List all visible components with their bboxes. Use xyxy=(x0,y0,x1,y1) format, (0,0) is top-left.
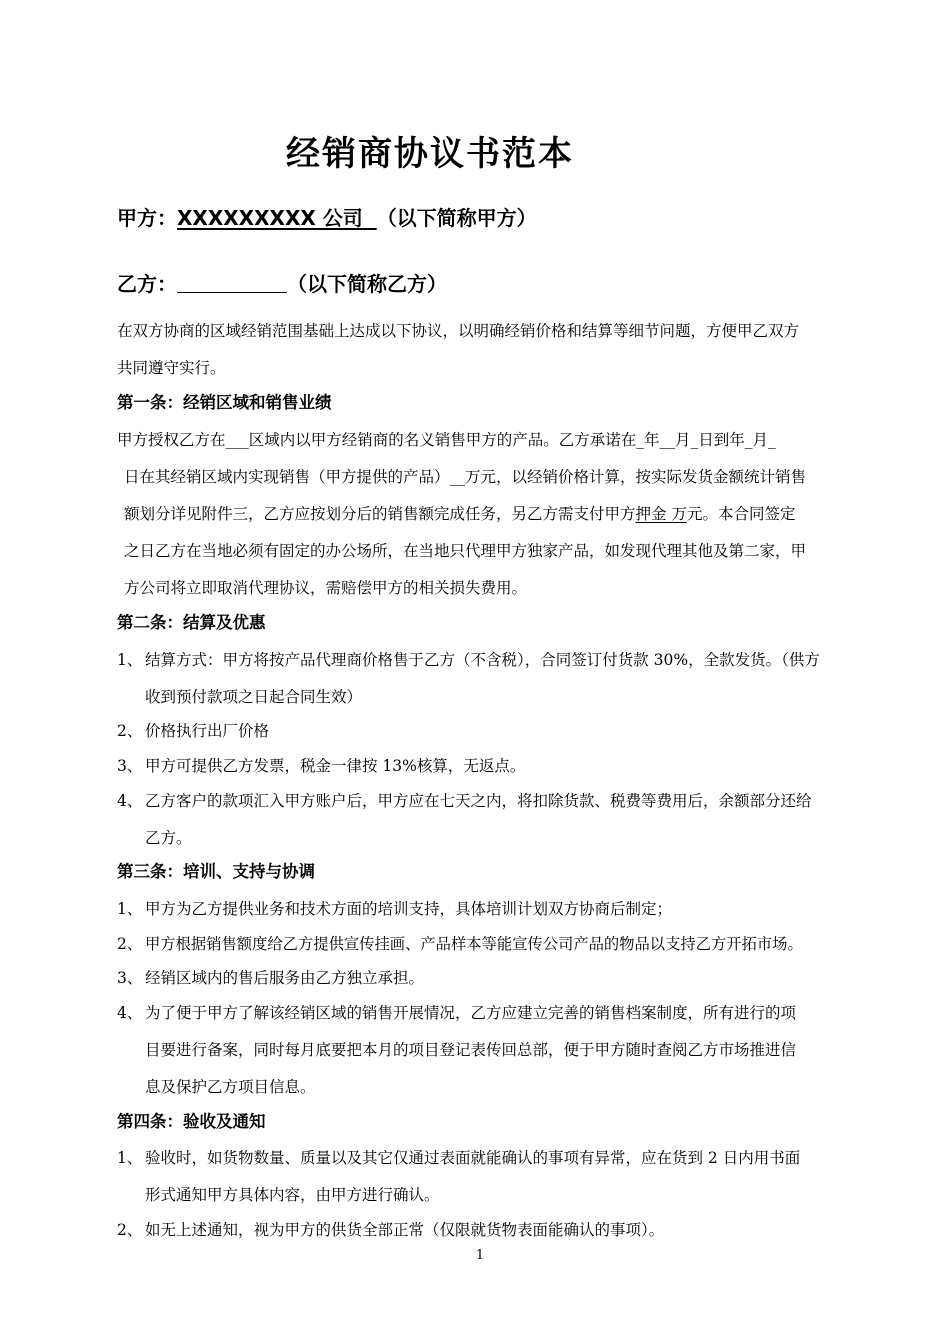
article-2-item-1-line-1: 结算方式：甲方将按产品代理商价格售于乙方（不含税），合同签订付货款 30%，全款发货。（供方 xyxy=(145,651,820,669)
intro-line-2: 共同遵守实行。 xyxy=(117,359,226,377)
article-2-item-4-line-1: 乙方客户的款项汇入甲方账户后，甲方应在七天之内，将扣除货款、税费等费用后，余额部分还给 xyxy=(145,792,812,810)
article-4-item-1-line-1: 验收时，如货物数量、质量以及其它仅通过表面就能确认的事项有异常，应在货到 2 日内用书面 xyxy=(145,1149,801,1167)
article-2-item-2-num: 2、 xyxy=(117,722,143,740)
article-1-line-5: 方公司将立即取消代理协议，需赔偿甲方的相关损失费用。 xyxy=(124,579,528,597)
article-1-line-3: 额划分详见附件三，乙方应按划分后的销售额完成任务，另乙方需支付甲方押金 万元。本合同签定 xyxy=(124,505,796,523)
article-2-heading: 第二条：结算及优惠 xyxy=(117,613,266,632)
article-3-item-1-num: 1、 xyxy=(117,900,143,918)
article-3-item-4-line-3: 息及保护乙方项目信息。 xyxy=(145,1078,316,1096)
article-4-item-1-line-2: 形式通知甲方具体内容，由甲方进行确认。 xyxy=(145,1186,440,1204)
article-2-item-4-line-2: 乙方。 xyxy=(145,829,192,847)
article-2-item-3-line-1: 甲方可提供乙方发票，税金一律按 13%核算，无返点。 xyxy=(145,757,526,775)
document-title: 经销商协议书范本 xyxy=(286,134,574,174)
article-3-item-3-num: 3、 xyxy=(117,969,143,987)
party-a xyxy=(117,202,537,231)
article-1-line-1: 甲方授权乙方在___区域内以甲方经销商的名义销售甲方的产品。乙方承诺在_年__月_日到年_月_ xyxy=(117,431,776,449)
party-b-suffix: （以下简称乙方） xyxy=(287,272,447,296)
article-2-item-1-num: 1、 xyxy=(117,651,143,669)
party-b-blank xyxy=(177,270,287,293)
party-b-label: 乙方： xyxy=(117,272,177,296)
page-number: 1 xyxy=(475,1248,485,1263)
article-3-item-2-num: 2、 xyxy=(117,935,143,953)
article-3-item-3-line-1: 经销区域内的售后服务由乙方独立承担。 xyxy=(145,969,425,987)
article-3-item-1-line-1: 甲方为乙方提供业务和技术方面的培训支持，具体培训计划双方协商后制定； xyxy=(145,900,673,918)
article-4-item-1-num: 1、 xyxy=(117,1149,143,1167)
article-2-item-2-line-1: 价格执行出厂价格 xyxy=(145,722,270,740)
article-3-item-4-line-1: 为了便于甲方了解该经销区域的销售开展情况，乙方应建立完善的销售档案制度，所有进行的项 xyxy=(145,1004,797,1022)
intro-line-1: 在双方协商的区域经销范围基础上达成以下协议，以明确经销价格和结算等细节问题，方便甲乙双方 xyxy=(117,322,800,340)
party-a-name: XXXXXXXXX 公司 xyxy=(177,206,363,230)
article-3-item-4-num: 4、 xyxy=(117,1004,143,1022)
article-1-line-4: 之日乙方在当地必须有固定的办公场所，在当地只代理甲方独家产品，如发现代理其他及第二家，甲 xyxy=(124,542,807,560)
article-1-line-2: 日在其经销区域内实现销售（甲方提供的产品）__万元，以经销价格计算，按实际发货金额统计销售 xyxy=(124,468,807,486)
article-1-heading: 第一条：经销区域和销售业绩 xyxy=(117,393,332,412)
article-3-heading: 第三条：培训、支持与协调 xyxy=(117,862,315,881)
party-b xyxy=(117,268,447,297)
party-a-label: 甲方： xyxy=(117,206,177,230)
article-4-heading: 第四条：验收及通知 xyxy=(117,1112,266,1131)
article-4-item-2-line-1: 如无上述通知，视为甲方的供货全部正常（仅限就货物表面能确认的事项）。 xyxy=(145,1221,665,1239)
article-2-item-1-line-2: 收到预付款项之日起合同生效） xyxy=(145,688,363,706)
article-4-item-2-num: 2、 xyxy=(117,1221,143,1239)
article-2-item-4-num: 4、 xyxy=(117,792,143,810)
article-3-item-2-line-1: 甲方根据销售额度给乙方提供宣传挂画、产品样本等能宣传公司产品的物品以支持乙方开拓市场。 xyxy=(145,935,803,953)
article-3-item-4-line-2: 目要进行备案，同时每月底要把本月的项目登记表传回总部，便于甲方随时查阅乙方市场推进信 xyxy=(145,1041,797,1059)
party-a-suffix: （以下简称甲方） xyxy=(376,206,537,230)
article-2-item-3-num: 3、 xyxy=(117,757,143,775)
deposit-field: 押金 万 xyxy=(635,505,687,523)
